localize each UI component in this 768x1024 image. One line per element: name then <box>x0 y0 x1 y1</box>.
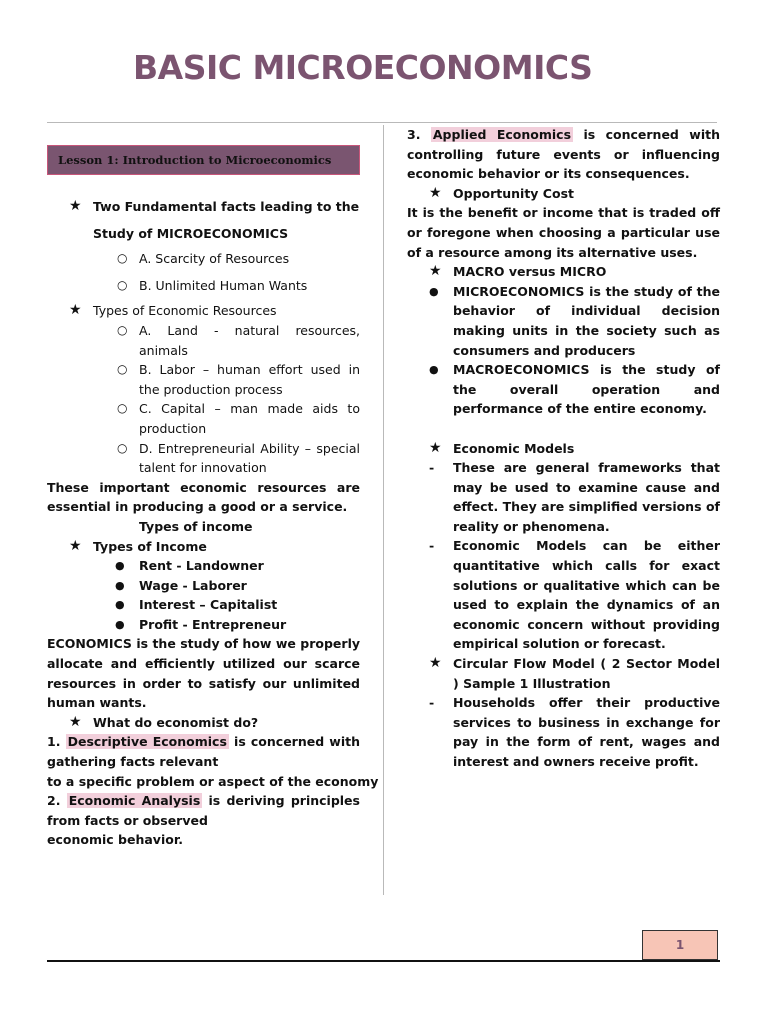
opportunity-cost-paragraph: It is the benefit or income that is traded off or foregone when choosing a particular use of a resource among its alternative uses. <box>407 205 720 260</box>
economic-analysis-item: 2. Economic Analysis is deriving principles from facts or observed <box>47 793 360 828</box>
opportunity-cost-heading: ★ Opportunity Cost <box>407 184 720 204</box>
circle-bullet-icon: ○ <box>117 362 128 377</box>
star-icon: ★ <box>429 184 442 201</box>
footer-rule <box>47 960 720 962</box>
right-column <box>407 125 720 772</box>
bullet-icon: ● <box>429 363 439 377</box>
facts-heading-line2: Study of MICROECONOMICS <box>93 225 289 241</box>
descriptive-economics-item: 1. Descriptive Economics is concerned with gathering facts relevant <box>47 734 360 770</box>
list-item: ● Profit - Entrepreneur <box>47 615 360 635</box>
economic-models-heading: ★ Economic Models <box>407 439 720 459</box>
descriptive-economics-continued: to a specific problem or aspect of the economy <box>47 773 379 789</box>
facts-heading: ★ Two Fundamental facts leading to the <box>47 197 360 217</box>
macro-micro-heading: ★ MACRO versus MICRO <box>407 262 720 282</box>
list-item: ○ A. Scarcity of Resources <box>47 249 360 269</box>
list-item: - Households offer their productive services to business in exchange for pay in the form of rent, wages and interest and owners receive profit. <box>429 695 720 769</box>
highlighted-term: Descriptive Economics <box>67 734 227 750</box>
highlighted-term: Applied Economics <box>432 127 572 142</box>
star-icon: ★ <box>429 655 442 672</box>
bullet-icon: ● <box>115 578 125 592</box>
circle-bullet-icon: ○ <box>117 401 128 416</box>
bullet-icon: ● <box>115 617 125 631</box>
star-icon: ★ <box>429 439 442 456</box>
circle-bullet-icon: ○ <box>117 251 128 266</box>
economics-paragraph: ECONOMICS is the study of how we properly allocate and efficiently utilized our scarce resources in order to satisfy our unlimited human wants. <box>47 636 360 711</box>
star-icon: ★ <box>69 537 82 554</box>
bullet-icon: ● <box>115 559 125 573</box>
dash-icon: - <box>429 695 435 711</box>
column-divider <box>383 125 384 895</box>
list-item: ○ A. Land - natural resources, animals <box>117 322 360 358</box>
dash-icon: - <box>429 538 435 554</box>
circle-bullet-icon: ○ <box>117 322 128 337</box>
list-item: ● Rent - Landowner <box>47 556 360 576</box>
list-item: ● MACROECONOMICS is the study of the overall operation and performance of the entire economy. <box>429 362 720 417</box>
bullet-icon: ● <box>115 598 125 612</box>
applied-economics-item: 3. Applied Economics is concerned with controlling future events or influencing economic behavior or its consequences. <box>407 127 720 182</box>
circle-bullet-icon: ○ <box>117 440 128 455</box>
list-item: ○ B. Labor – human effort used in the production process <box>117 362 360 397</box>
list-item: ● Wage - Laborer <box>47 576 360 596</box>
list-item: - Economic Models can be either quantitative which calls for exact solutions or qualitative which can be used to explain the dynamics of an economic concern without providing empirical solution or forecast. <box>429 538 720 652</box>
list-item: - These are general frameworks that may be used to examine cause and effect. They are simplified versions of reality or phenomena. <box>429 460 720 534</box>
star-icon: ★ <box>69 713 82 730</box>
dash-icon: - <box>429 460 435 476</box>
income-heading: ★ Types of Income <box>47 537 360 557</box>
star-icon: ★ <box>429 263 442 280</box>
title-divider <box>47 122 717 123</box>
circular-flow-heading: ★ Circular Flow Model ( 2 Sector Model ) Sample 1 Illustration <box>429 655 720 691</box>
left-column <box>47 145 379 850</box>
list-item: ○ C. Capital – man made aids to production <box>117 401 360 436</box>
economic-analysis-continued: economic behavior. <box>47 832 183 848</box>
list-item: ● MICROECONOMICS is the study of the behavior of individual decision making units in the society such as consumers and producers <box>429 283 720 358</box>
list-item: ○ B. Unlimited Human Wants <box>47 276 360 296</box>
page-title: BASIC MICROECONOMICS <box>133 48 593 87</box>
star-icon: ★ <box>69 302 82 319</box>
list-item: ○ D. Entrepreneurial Ability – special talent for innovation <box>117 440 360 476</box>
income-subheading: Types of income <box>139 518 253 534</box>
page-number: 1 <box>642 930 718 960</box>
lesson-banner: Lesson 1: Introduction to Microeconomics <box>47 145 360 175</box>
resources-heading: ★ Types of Economic Resources <box>47 301 360 321</box>
economist-heading: ★ What do economist do? <box>47 713 360 733</box>
resources-paragraph: These important economic resources are essential in producing a good or a service. <box>47 479 360 515</box>
circle-bullet-icon: ○ <box>117 277 128 292</box>
star-icon: ★ <box>69 198 82 214</box>
highlighted-term: Economic Analysis <box>68 793 201 809</box>
list-item: ● Interest – Capitalist <box>47 595 360 615</box>
bullet-icon: ● <box>429 284 439 298</box>
